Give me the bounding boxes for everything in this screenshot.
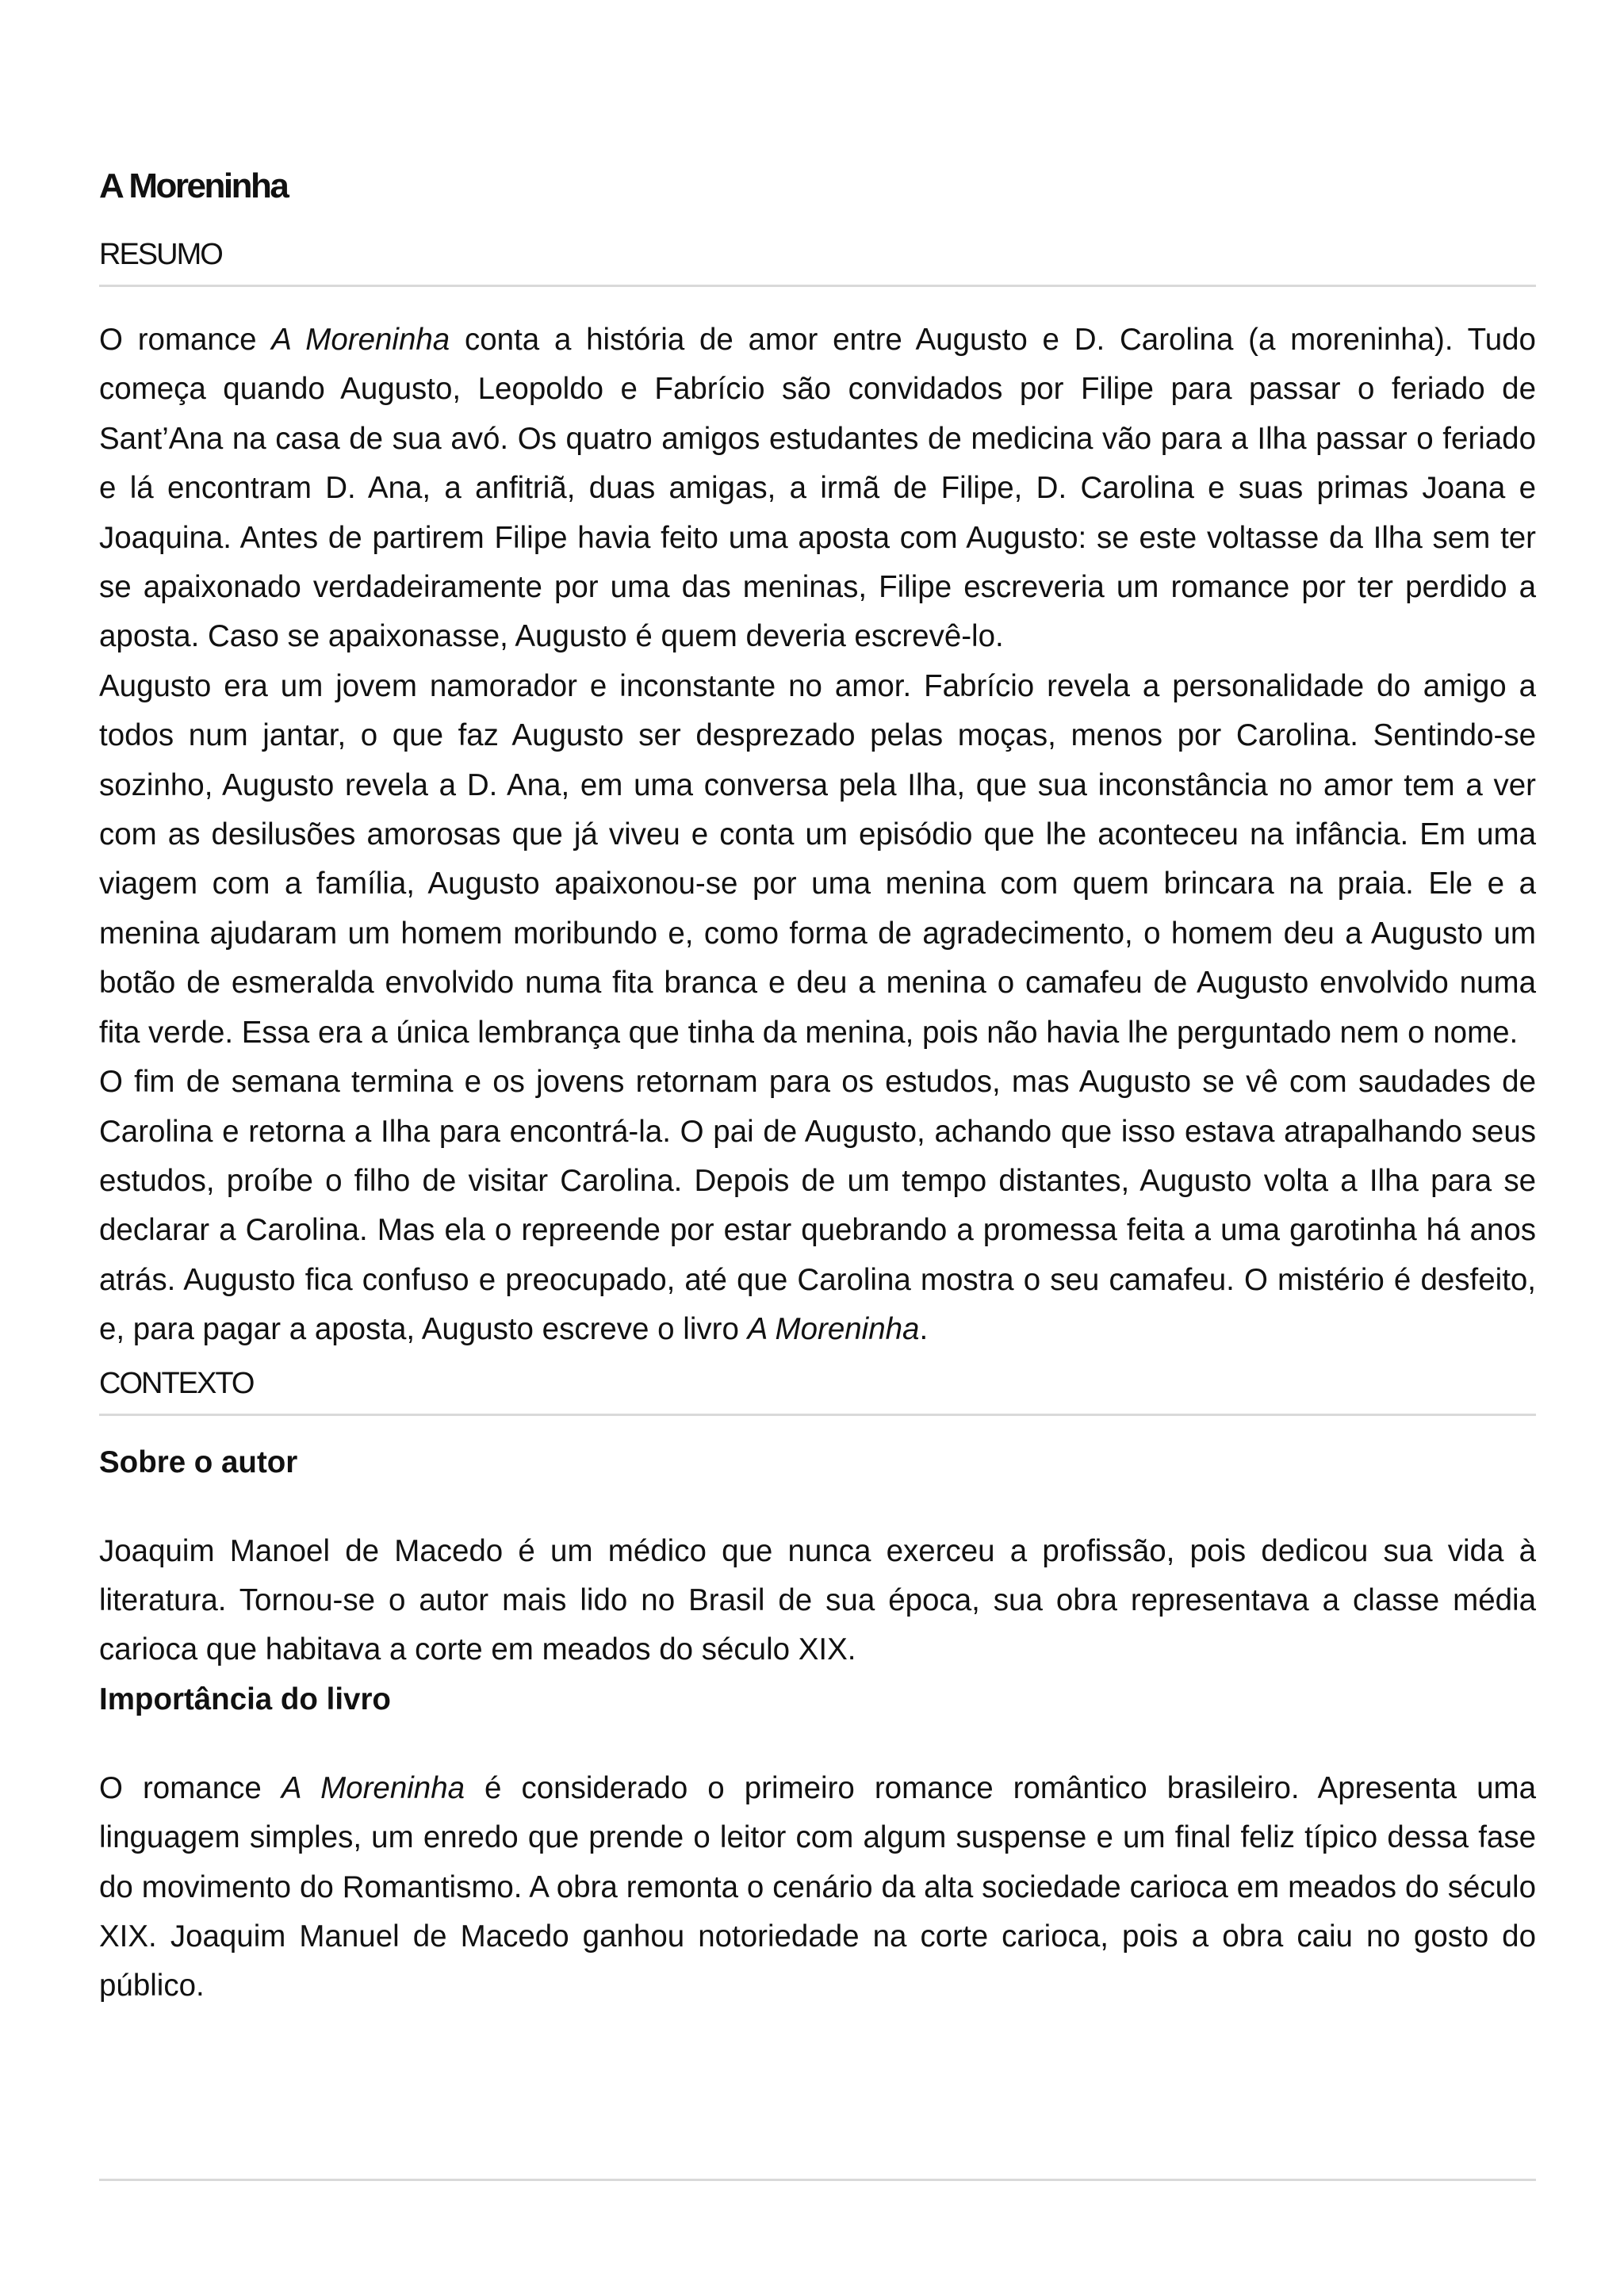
section-divider-contexto — [99, 1414, 1536, 1416]
section-divider-resumo — [99, 285, 1536, 287]
resumo-paragraph-1 — [99, 316, 1536, 662]
text-span: . — [919, 1312, 929, 1347]
bottom-divider — [99, 2179, 1536, 2181]
subheading-importancia-do-livro: Importância do livro — [99, 1682, 391, 1716]
book-title-italic: A Moreninha — [747, 1312, 920, 1347]
section-label-contexto: CONTEXTO — [99, 1366, 254, 1400]
importancia-paragraph — [99, 1764, 1536, 2011]
spacer — [99, 1724, 1536, 1764]
section-label-resumo: RESUMO — [99, 238, 222, 271]
spacer — [99, 1487, 1536, 1527]
text-span: é considerado o primeiro romance romântico brasileiro. Apresenta uma linguagem simples, um enredo que prende o leitor com algum suspense e um final feliz típico dessa fase do movimento do Romantismo. A obra remonta o cenário da alta sociedade carioca em meados do século XIX. Joaquim Manuel de Macedo ganhou notoriedade na corte carioca, pois a obra caiu no gosto do público. — [99, 1770, 1536, 2003]
book-title-italic: A Moreninha — [281, 1770, 465, 1805]
page-title: A Moreninha — [99, 166, 288, 205]
autor-paragraph: Joaquim Manoel de Macedo é um médico que nunca exerceu a profissão, pois dedicou sua vida à literatura. Tornou-se o autor mais lido no Brasil de sua época, sua obra representava a classe média carioca que habitava a corte em meados do século XIX. — [99, 1533, 1536, 1667]
text-span: O fim de semana termina e os jovens retornam para os estudos, mas Augusto se vê com saudades de Carolina e retorna a Ilha para encontrá-la. O pai de Augusto, achando que isso estava atrapalhando seus estudos, proíbe o filho de visitar Carolina. Depois de um tempo distantes, Augusto volta a Ilha para se declarar a Carolina. Mas ela o repreende por estar quebrando a promessa feita a uma garotinha há anos atrás. Augusto fica confuso e preocupado, até que Carolina mostra o seu camafeu. O mistério é desfeito, e, para pagar a aposta, Augusto escreve o livro — [99, 1065, 1536, 1347]
text-span: O romance — [99, 1770, 282, 1805]
resumo-paragraph-3 — [99, 1058, 1536, 1354]
text-span: O romance — [99, 323, 272, 357]
resumo-paragraph-2: Augusto era um jovem namorador e inconstante no amor. Fabrício revela a personalidade do amigo a todos num jantar, o que faz Augusto ser desprezado pelas moças, menos por Carolina. Sentindo-se sozinho, Augusto revela a D. Ana, em uma conversa pela Ilha, que sua inconstância no amor tem a ver com as desilusões amorosas que já viveu e conta um episódio que lhe aconteceu na infância. Em uma viagem com a família, Augusto apaixonou-se por uma menina com quem brincara na praia. Ele e a menina ajudaram um homem moribundo e, como forma de agradecimento, o homem deu a Augusto um botão de esmeralda envolvido numa fita branca e deu a menina o camafeu de Augusto envolvido numa fita verde. Essa era a única lembrança que tinha da menina, pois não havia lhe perguntado nem o nome. — [99, 668, 1536, 1050]
document-content — [99, 163, 1536, 2011]
subheading-sobre-o-autor: Sobre o autor — [99, 1445, 298, 1479]
text-span: conta a história de amor entre Augusto e D. Carolina (a moreninha). Tudo começa quando Augusto, Leopoldo e Fabrício são convidados por Filipe para passar o feriado de Sant’Ana na casa de sua avó. Os quatro amigos estudantes de medicina vão para a Ilha passar o feriado e lá encontram D. Ana, a anfitriã, duas amigas, a irmã de Filipe, D. Carolina e suas primas Joana e Joaquina. Antes de partirem Filipe havia feito uma aposta com Augusto: se este voltasse da Ilha sem ter se apaixonado verdadeiramente por uma das meninas, Filipe escreveria um romance por ter perdido a aposta. Caso se apaixonasse, Augusto é quem deveria escrevê-lo. — [99, 323, 1536, 654]
book-title-italic: A Moreninha — [271, 323, 450, 357]
